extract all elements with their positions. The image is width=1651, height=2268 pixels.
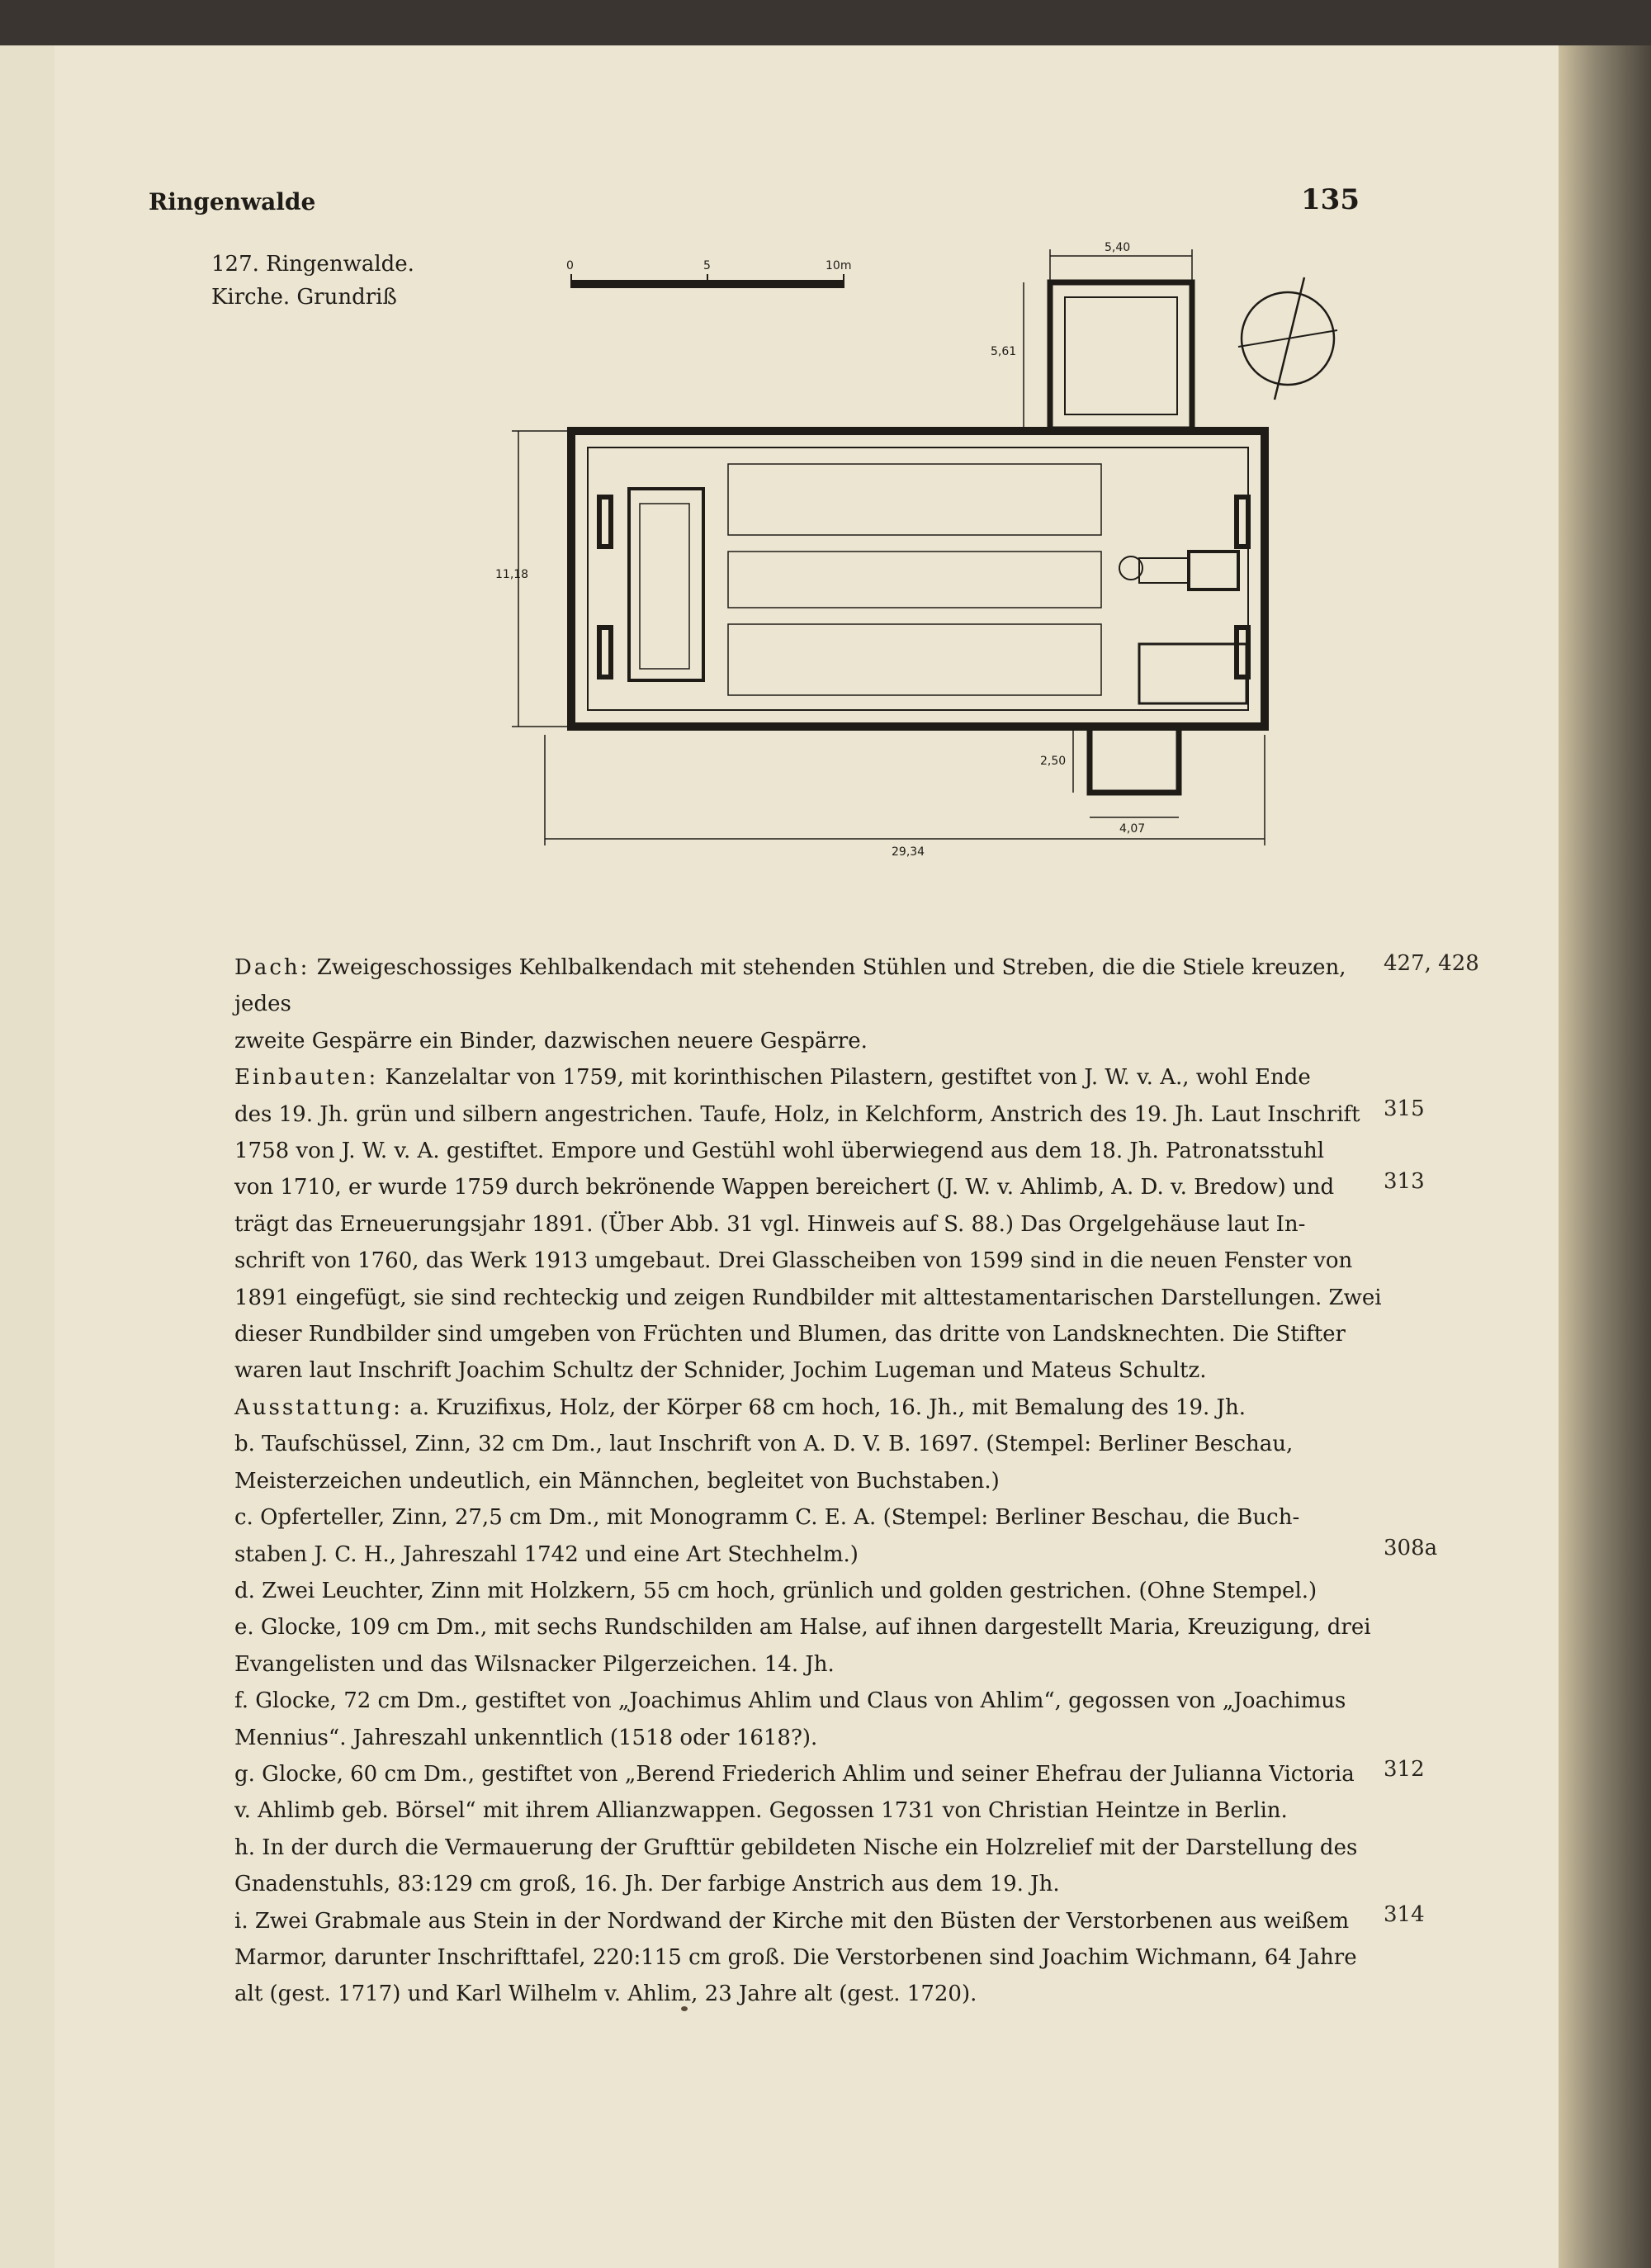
caption-line-1: 127. Ringenwalde. [211,252,414,277]
einbauten-line: von 1710, er wurde 1759 durch bekrönende Wappen bereichert (J. W. v. Ahlimb, A. D. v. Bredow) und [234,1175,1335,1200]
ausstattung-line: Evangelisten und das Wilsnacker Pilgerzeichen. 14. Jh. [234,1651,835,1677]
scale-bar [571,274,844,287]
ausstattung-line: b. Taufschüssel, Zinn, 32 cm Dm., laut Inschrift von A. D. V. B. 1697. (Stempel: Berliner Beschau, [234,1432,1294,1457]
ink-spot [681,2006,688,2011]
page-number: 135 [1301,183,1360,216]
pews [728,464,1101,695]
ausstattung-line: g. Glocke, 60 cm Dm., gestiftet von „Berend Friederich Ahlim und seiner Ehefrau der Julianna Victoria [234,1761,1355,1787]
altar [1189,552,1238,589]
ausstattung-line: alt (gest. 1717) und Karl Wilhelm v. Ahlim, 23 Jahre alt (gest. 1720). [234,1982,977,2007]
ausstattung-line: v. Ahlimb geb. Börsel“ mit ihrem Allianzwappen. Gegossen 1731 von Christian Heintze in Berlin. [234,1798,1288,1824]
tower [1050,282,1192,429]
ausstattung-line: h. In der durch die Vermauerung der Grufttür gebildeten Nische ein Holzrelief mit der Darstellung des [234,1835,1358,1860]
ausstattung-line: Gnadenstuhls, 83:129 cm groß, 16. Jh. Der farbige Anstrich aus dem 19. Jh. [234,1872,1060,1897]
label-ausstattung: Ausstattung: [234,1394,403,1420]
margin-ref: 308a [1384,1536,1438,1560]
ausstattung-line: f. Glocke, 72 cm Dm., gestiftet von „Joachimus Ahlim und Claus von Ahlim“, gegossen von „Joachimus [234,1688,1346,1714]
margin-ref: 315 [1384,1096,1425,1121]
label-einbauten: Einbauten: [234,1065,379,1091]
body-text [234,949,1382,2013]
dim-tower-depth: 5,61 [991,345,1017,358]
einbauten-line: dieser Rundbilder sind umgeben von Früchten und Blumen, das dritte von Landsknechten. Die Stifter [234,1322,1346,1347]
ausstattung-line: staben J. C. H., Jahreszahl 1742 und eine Art Stechhelm.) [234,1541,859,1567]
label-dach: Dach: [234,955,310,980]
scale-label-10: 10m [826,259,852,272]
margin-ref: 427, 428 [1384,951,1479,976]
caption-line-2: Kirche. Grundriß [211,285,397,310]
paragraph-ausstattung [234,1390,1382,2013]
dim-porch-width: 4,07 [1119,822,1146,836]
einbauten-line: Kanzelaltar von 1759, mit korinthischen Pilastern, gestiftet von J. W. v. A., wohl Ende [385,1065,1311,1091]
dim-tower-width: 5,40 [1105,241,1131,254]
ausstattung-line: a. Kruzifixus, Holz, der Körper 68 cm hoch, 16. Jh., mit Bemalung des 19. Jh. [409,1394,1246,1420]
einbauten-line: des 19. Jh. grün und silbern angestrichen. Taufe, Holz, in Kelchform, Anstrich des 19. Jh. Laut Inschrift [234,1101,1360,1127]
ausstattung-line: e. Glocke, 109 cm Dm., mit sechs Rundschilden am Halse, auf ihnen dargestellt Maria, Kreuzigung, drei [234,1615,1371,1641]
einbauten-line: 1758 von J. W. v. A. gestiftet. Empore und Gestühl wohl überwiegend aus dem 18. Jh. Patronatsstuhl [234,1139,1325,1164]
margin-ref: 312 [1384,1757,1425,1782]
ausstattung-line: i. Zwei Grabmale aus Stein in der Nordwand der Kirche mit den Büsten der Verstorbenen aus weißem [234,1908,1350,1934]
figure-caption [211,248,414,314]
dim-total-length: 29,34 [892,845,925,859]
dach-line: zweite Gespärre ein Binder, dazwischen neuere Gespärre. [234,1028,868,1054]
paragraph-einbauten [234,1059,1382,1390]
page-stack-edge [1559,45,1651,2268]
ausstattung-line: d. Zwei Leuchter, Zinn mit Holzkern, 55 cm hoch, grünlich und golden gestrichen. (Ohne Stempel.) [234,1578,1317,1603]
einbauten-line: trägt das Erneuerungsjahr 1891. (Über Abb. 31 vgl. Hinweis auf S. 88.) Das Orgelgehäuse laut In- [234,1211,1306,1237]
dim-nave-depth: 11,18 [495,568,529,581]
dim-porch-depth: 2,50 [1040,755,1067,768]
margin-ref: 313 [1384,1169,1425,1194]
paragraph-dach [234,949,1382,1059]
left-page-edge [0,45,56,2268]
ausstattung-line: Meisterzeichen undeutlich, ein Männchen, begleitet von Buchstaben.) [234,1468,1000,1494]
scale-label-0: 0 [566,259,574,272]
einbauten-line: waren laut Inschrift Joachim Schultz der Schnider, Jochim Lugeman und Mateus Schultz. [234,1358,1207,1384]
dimension-lines [512,249,1265,845]
floor-plan [495,231,1354,859]
running-head: Ringenwalde [149,188,316,215]
ausstattung-line: c. Opferteller, Zinn, 27,5 cm Dm., mit Monogramm C. E. A. (Stempel: Berliner Beschau, die Buch- [234,1505,1300,1531]
margin-ref: 314 [1384,1902,1425,1927]
north-arrow-icon [1238,277,1337,400]
ausstattung-line: Mennius“. Jahreszahl unkenntlich (1518 oder 1618?). [234,1725,818,1750]
porch [1090,727,1179,793]
einbauten-line: schrift von 1760, das Werk 1913 umgebaut. Drei Glasscheiben von 1599 sind in die neuen Fenster von [234,1248,1353,1274]
scale-label-5: 5 [703,259,711,272]
ausstattung-line: Marmor, darunter Inschrifttafel, 220:115 cm groß. Die Verstorbenen sind Joachim Wichmann, 64 Jahre [234,1944,1357,1970]
dach-line: Zweigeschossiges Kehlbalkendach mit stehenden Stühlen und Streben, die die Stiele kreuzen, jedes [234,955,1346,1017]
einbauten-line: 1891 eingefügt, sie sind rechteckig und zeigen Rundbilder mit alttestamentarischen Darstellungen. Zwei [234,1285,1382,1310]
nave-wall [571,431,1265,727]
